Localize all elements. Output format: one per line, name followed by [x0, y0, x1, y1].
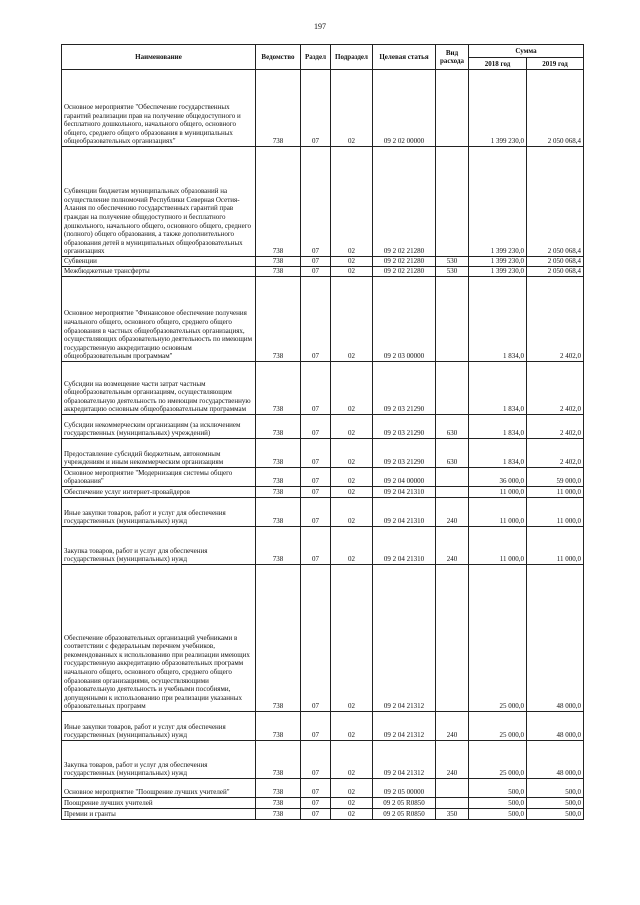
- row-dept: 738: [256, 362, 301, 415]
- row-section: 07: [301, 779, 331, 798]
- table-row: [62, 809, 584, 820]
- row-subsection: 02: [331, 70, 373, 147]
- row-target: 09 2 03 00000: [373, 277, 436, 362]
- table-row: [62, 565, 584, 712]
- row-amount-2019: 48 000,0: [527, 565, 584, 712]
- row-amount-2018: 500,0: [469, 779, 527, 798]
- row-name: Закупка товаров, работ и услуг для обеспечения государственных (муниципальных) нужд: [62, 741, 256, 779]
- row-section: 07: [301, 498, 331, 527]
- header-section: Раздел: [301, 45, 331, 70]
- row-dept: 738: [256, 527, 301, 565]
- row-name: Обеспечение образовательных организаций учебниками в соответствии с федеральным перечнем учебников, рекомендованных к использованию при реализации имеющих государственную аккредитацию образовательных программ начального общего, основного общего, среднего общего образования организациями, осуществляющими образовательную деятельность и учебными пособиями, допущенными к использованию при реализации указанных образовательных программ: [62, 565, 256, 712]
- row-amount-2019: 11 000,0: [527, 498, 584, 527]
- row-subsection: 02: [331, 468, 373, 487]
- row-amount-2018: 11 000,0: [469, 498, 527, 527]
- row-expense-type: 530: [436, 257, 469, 267]
- row-section: 07: [301, 147, 331, 257]
- row-section: 07: [301, 809, 331, 820]
- row-dept: 738: [256, 257, 301, 267]
- row-expense-type: [436, 565, 469, 712]
- row-amount-2018: 1 834,0: [469, 277, 527, 362]
- header-target: Целевая статья: [373, 45, 436, 70]
- row-subsection: 02: [331, 527, 373, 565]
- table-row: [62, 415, 584, 439]
- table-row: [62, 257, 584, 267]
- row-section: 07: [301, 468, 331, 487]
- row-expense-type: 350: [436, 809, 469, 820]
- row-dept: 738: [256, 809, 301, 820]
- header-2019: 2019 год: [527, 58, 584, 70]
- row-amount-2018: 1 399 230,0: [469, 267, 527, 277]
- row-amount-2018: 25 000,0: [469, 712, 527, 741]
- row-name: Субвенции бюджетам муниципальных образований на осуществление полномочий Республики Северная Осетия-Алания по обеспечению государственных гарантий прав граждан на получение общедоступного и бесплатного дошкольного, начального общего, основного общего, среднего (полного) общего образования, а также дополнительного образования детей в муниципальных общеобразовательных организациях: [62, 147, 256, 257]
- row-subsection: 02: [331, 415, 373, 439]
- row-amount-2019: 2 050 068,4: [527, 147, 584, 257]
- row-subsection: 02: [331, 277, 373, 362]
- row-target: 09 2 03 21290: [373, 439, 436, 468]
- row-target: 09 2 05 R0850: [373, 798, 436, 809]
- row-section: 07: [301, 798, 331, 809]
- row-target: 09 2 02 21280: [373, 147, 436, 257]
- table-row: [62, 741, 584, 779]
- row-amount-2019: 48 000,0: [527, 712, 584, 741]
- row-amount-2018: 1 399 230,0: [469, 257, 527, 267]
- table-row: [62, 487, 584, 498]
- row-subsection: 02: [331, 565, 373, 712]
- row-subsection: 02: [331, 498, 373, 527]
- row-amount-2018: 1 834,0: [469, 362, 527, 415]
- row-dept: 738: [256, 267, 301, 277]
- row-amount-2018: 1 399 230,0: [469, 70, 527, 147]
- row-name: Субвенции: [62, 257, 256, 267]
- row-subsection: 02: [331, 741, 373, 779]
- row-target: 09 2 02 21280: [373, 267, 436, 277]
- row-amount-2018: 500,0: [469, 809, 527, 820]
- row-section: 07: [301, 565, 331, 712]
- row-expense-type: 530: [436, 267, 469, 277]
- row-subsection: 02: [331, 798, 373, 809]
- row-name: Субсидии на возмещение части затрат частным общеобразовательным организациям, осуществляющим образовательную деятельность по имеющим государственную аккредитацию основным общеобразовательным программам: [62, 362, 256, 415]
- row-expense-type: 240: [436, 712, 469, 741]
- row-subsection: 02: [331, 487, 373, 498]
- row-expense-type: [436, 70, 469, 147]
- row-target: 09 2 04 21310: [373, 487, 436, 498]
- row-section: 07: [301, 362, 331, 415]
- row-expense-type: [436, 147, 469, 257]
- row-amount-2018: 25 000,0: [469, 565, 527, 712]
- row-section: 07: [301, 277, 331, 362]
- row-name: Обеспечение услуг интернет-провайдеров: [62, 487, 256, 498]
- table-row: [62, 362, 584, 415]
- row-subsection: 02: [331, 257, 373, 267]
- row-subsection: 02: [331, 809, 373, 820]
- row-amount-2019: 2 402,0: [527, 362, 584, 415]
- row-dept: 738: [256, 439, 301, 468]
- row-amount-2019: 500,0: [527, 809, 584, 820]
- header-2018: 2018 год: [469, 58, 527, 70]
- row-name: Поощрение лучших учителей: [62, 798, 256, 809]
- table-row: [62, 277, 584, 362]
- row-dept: 738: [256, 147, 301, 257]
- row-amount-2019: 2 050 068,4: [527, 267, 584, 277]
- row-amount-2019: 500,0: [527, 798, 584, 809]
- header-sum: Сумма: [469, 45, 584, 58]
- row-amount-2019: 48 000,0: [527, 741, 584, 779]
- row-section: 07: [301, 415, 331, 439]
- row-amount-2019: 2 402,0: [527, 415, 584, 439]
- row-subsection: 02: [331, 779, 373, 798]
- row-dept: 738: [256, 277, 301, 362]
- row-target: 09 2 04 21312: [373, 565, 436, 712]
- row-dept: 738: [256, 468, 301, 487]
- row-target: 09 2 04 21310: [373, 527, 436, 565]
- row-target: 09 2 03 21290: [373, 415, 436, 439]
- row-amount-2019: 2 050 068,4: [527, 70, 584, 147]
- header-expense-type: Вид расхода: [436, 45, 469, 70]
- row-amount-2018: 1 399 230,0: [469, 147, 527, 257]
- table-row: [62, 712, 584, 741]
- row-expense-type: 240: [436, 527, 469, 565]
- page-number: 197: [314, 22, 326, 31]
- row-expense-type: 630: [436, 415, 469, 439]
- row-target: 09 2 04 21310: [373, 498, 436, 527]
- row-subsection: 02: [331, 147, 373, 257]
- row-expense-type: [436, 487, 469, 498]
- row-target: 09 2 03 21290: [373, 362, 436, 415]
- row-name: Субсидии некоммерческим организациям (за исключением государственных (муниципальных) учреждений): [62, 415, 256, 439]
- table-row: [62, 527, 584, 565]
- row-expense-type: [436, 798, 469, 809]
- row-dept: 738: [256, 565, 301, 712]
- row-section: 07: [301, 70, 331, 147]
- row-target: 09 2 04 21312: [373, 741, 436, 779]
- table-row: [62, 498, 584, 527]
- row-dept: 738: [256, 741, 301, 779]
- header-subsection: Подраздел: [331, 45, 373, 70]
- row-amount-2019: 11 000,0: [527, 527, 584, 565]
- table-row: [62, 779, 584, 798]
- row-expense-type: [436, 468, 469, 487]
- row-section: 07: [301, 439, 331, 468]
- header-dept: Ведомство: [256, 45, 301, 70]
- row-amount-2018: 25 000,0: [469, 741, 527, 779]
- row-dept: 738: [256, 498, 301, 527]
- row-amount-2019: 2 050 068,4: [527, 257, 584, 267]
- row-target: 09 2 04 21312: [373, 712, 436, 741]
- row-amount-2018: 500,0: [469, 798, 527, 809]
- table-row: [62, 70, 584, 147]
- row-amount-2018: 1 834,0: [469, 415, 527, 439]
- row-amount-2019: 2 402,0: [527, 277, 584, 362]
- table-row: [62, 147, 584, 257]
- row-name: Закупка товаров, работ и услуг для обеспечения государственных (муниципальных) нужд: [62, 527, 256, 565]
- row-section: 07: [301, 487, 331, 498]
- row-section: 07: [301, 257, 331, 267]
- row-name: Основное мероприятие "Модернизация системы общего образования": [62, 468, 256, 487]
- row-subsection: 02: [331, 362, 373, 415]
- table-header: [62, 45, 584, 70]
- row-expense-type: [436, 779, 469, 798]
- table-row: [62, 267, 584, 277]
- row-expense-type: 630: [436, 439, 469, 468]
- row-subsection: 02: [331, 712, 373, 741]
- table-row: [62, 439, 584, 468]
- row-section: 07: [301, 712, 331, 741]
- row-target: 09 2 05 R0850: [373, 809, 436, 820]
- row-expense-type: 240: [436, 498, 469, 527]
- row-amount-2019: 11 000,0: [527, 487, 584, 498]
- row-name: Основное мероприятие "Обеспечение государственных гарантий реализации прав на получение общедоступного и бесплатного дошкольного, начального общего, основного общего, среднего общего образования в муниципальных общеобразовательных организациях": [62, 70, 256, 147]
- table-body: [62, 70, 584, 820]
- row-target: 09 2 05 00000: [373, 779, 436, 798]
- budget-table: [61, 44, 584, 820]
- row-amount-2018: 11 000,0: [469, 487, 527, 498]
- row-expense-type: [436, 362, 469, 415]
- row-name: Премии и гранты: [62, 809, 256, 820]
- row-name: Основное мероприятие "Финансовое обеспечение получения начального общего, основного общего, среднего общего образования в частных общеобразовательных организациях, осуществляющих образовательную деятельность по имеющим государственную аккредитацию основным общеобразовательным программам": [62, 277, 256, 362]
- row-expense-type: [436, 277, 469, 362]
- row-subsection: 02: [331, 439, 373, 468]
- table-row: [62, 468, 584, 487]
- row-section: 07: [301, 741, 331, 779]
- row-amount-2019: 500,0: [527, 779, 584, 798]
- row-amount-2018: 36 000,0: [469, 468, 527, 487]
- row-amount-2019: 59 000,0: [527, 468, 584, 487]
- row-dept: 738: [256, 415, 301, 439]
- row-expense-type: 240: [436, 741, 469, 779]
- header-name: Наименование: [62, 45, 256, 70]
- row-dept: 738: [256, 712, 301, 741]
- row-target: 09 2 02 00000: [373, 70, 436, 147]
- row-name: Иные закупки товаров, работ и услуг для обеспечения государственных (муниципальных) нужд: [62, 712, 256, 741]
- row-name: Основное мероприятие "Поощрение лучших учителей": [62, 779, 256, 798]
- row-dept: 738: [256, 779, 301, 798]
- row-dept: 738: [256, 798, 301, 809]
- row-dept: 738: [256, 70, 301, 147]
- row-amount-2018: 11 000,0: [469, 527, 527, 565]
- row-amount-2018: 1 834,0: [469, 439, 527, 468]
- row-amount-2019: 2 402,0: [527, 439, 584, 468]
- row-section: 07: [301, 267, 331, 277]
- table-row: [62, 798, 584, 809]
- row-name: Межбюджетные трансферты: [62, 267, 256, 277]
- row-name: Предоставление субсидий бюджетным, автономным учреждениям и иным некоммерческим организациям: [62, 439, 256, 468]
- row-target: 09 2 02 21280: [373, 257, 436, 267]
- row-name: Иные закупки товаров, работ и услуг для обеспечения государственных (муниципальных) нужд: [62, 498, 256, 527]
- row-subsection: 02: [331, 267, 373, 277]
- row-target: 09 2 04 00000: [373, 468, 436, 487]
- row-section: 07: [301, 527, 331, 565]
- row-dept: 738: [256, 487, 301, 498]
